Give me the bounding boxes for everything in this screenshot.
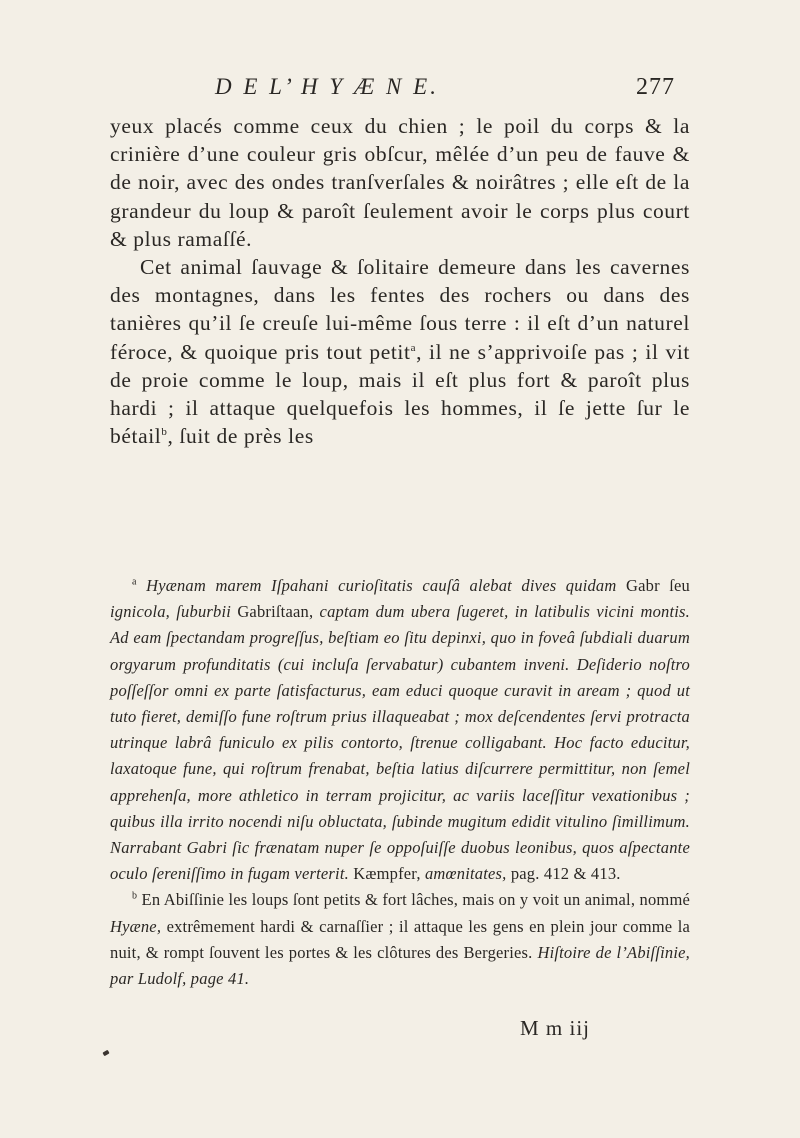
footnote-a-latin-3: captam dum ubera ſugeret, in latibulis vicini montis. Ad eam ſpectandam progreſſus, beſtiam eo ſitu depinxi, quo in foveâ ſubdiali duarum orgyarum profunditatis (cui incluſa ſervabatur) cubantem inveni. Deſiderio noſtro poſſeſſor omni ex parte ſatisfacturus, eam educi quoque curavit in aream ; quod ut tuto fieret, demiſſo fune roſtrum prius illaqueabat ; mox deſcendentes ſervi protracta utrinque labrâ funiculo ex pilis contorto, ſtrenue colligabant. Hoc facto educitur, laxatoque fune, qui roſtrum frenabat, beſtia latius diſcurrere permittitur, non ſemel apprehenſa, more athletico in terram projicitur, ac variis laceſſitur vexationibus ; quibus illa irrito nocendi niſu obluctata, ſubinde mugitum edidit vitulino ſimillimum. Narrabant Gabri ſic frænatam nuper ſe oppoſuiſſe duobus leonibus, quos aſpectante oculo ſereniſſimo in fugam verterit.	[110, 602, 691, 884]
footnote-a-source: Kæmpfer,	[353, 864, 421, 884]
footnote-a-marker: a	[132, 576, 137, 588]
footnote-a-name-1: Gabr ſeu	[625, 576, 690, 595]
footnote-a-latin-2: ignicola, ſuburbii	[110, 602, 232, 622]
ink-speck	[102, 1050, 109, 1056]
footnote-ref-a: a	[410, 341, 417, 354]
footnote-b-text-2: extrêmement hardi & carnaſſier ; il attaque les gens en plein jour comme la nuit, & rompt ſouvent les portes & les clôtures des Bergeries.	[110, 916, 691, 962]
footnote-a-latin-1: Hyænam marem Iſpahani curioſitatis cauſâ alebat dives quidam	[146, 576, 617, 595]
footnote-b-text-1: En Abiſſinie les loups ſont petits & fort lâches, mais on y voit un animal, nommé	[141, 890, 690, 910]
footnote-b-marker: b	[132, 890, 138, 902]
footnote-a	[110, 573, 690, 887]
footnote-a-work: amœnitates,	[424, 864, 507, 884]
footnotes	[110, 573, 690, 992]
footnote-b	[110, 887, 690, 992]
footnote-b-italic-1: Hyæne,	[110, 916, 162, 936]
paragraph-2-part-a: Cet animal ſauvage & ſolitaire demeure dans les cavernes des montagnes, dans les fentes des rochers ou dans des tanières qu’il ſe creuſe lui-même ſous terre : il eſt d’un naturel féroce, & quoique pris tout petit	[110, 255, 690, 364]
paragraph-2-part-b: , il ne s’apprivoiſe pas ; il vit de proie comme le loup, mais il eſt plus fort & paroît plus hardi ; il attaque quelquefois les hommes, il ſe jette ſur le bétail	[110, 339, 690, 449]
footnote-a-page: pag. 412 & 413.	[510, 864, 621, 884]
footnote-b-citation: Hiſtoire de l’Abiſſinie, par Ludolf, page 41.	[110, 942, 690, 989]
paragraph-1: yeux placés comme ceux du chien ; le poil du corps & la crinière d’une couleur gris obſcur, mêlée d’un peu de fauve & de noir, avec des ondes tranſverſales & noirâtres ; elle eſt de la grandeur du loup & paroît ſeulement avoir le corps plus court & plus ramaſſé.	[110, 114, 690, 251]
running-title: D E L’ H Y Æ N E.	[215, 74, 439, 99]
footnote-a-name-2: Gabriſtaan,	[237, 602, 314, 622]
paragraph-2	[110, 253, 690, 450]
paragraph-2-part-c: , ſuit de près les	[167, 424, 314, 449]
running-head	[215, 74, 675, 108]
main-text	[110, 112, 690, 450]
page-number: 277	[636, 74, 675, 100]
signature-mark: M m iij	[520, 1016, 591, 1040]
footnote-ref-b: b	[161, 426, 168, 439]
